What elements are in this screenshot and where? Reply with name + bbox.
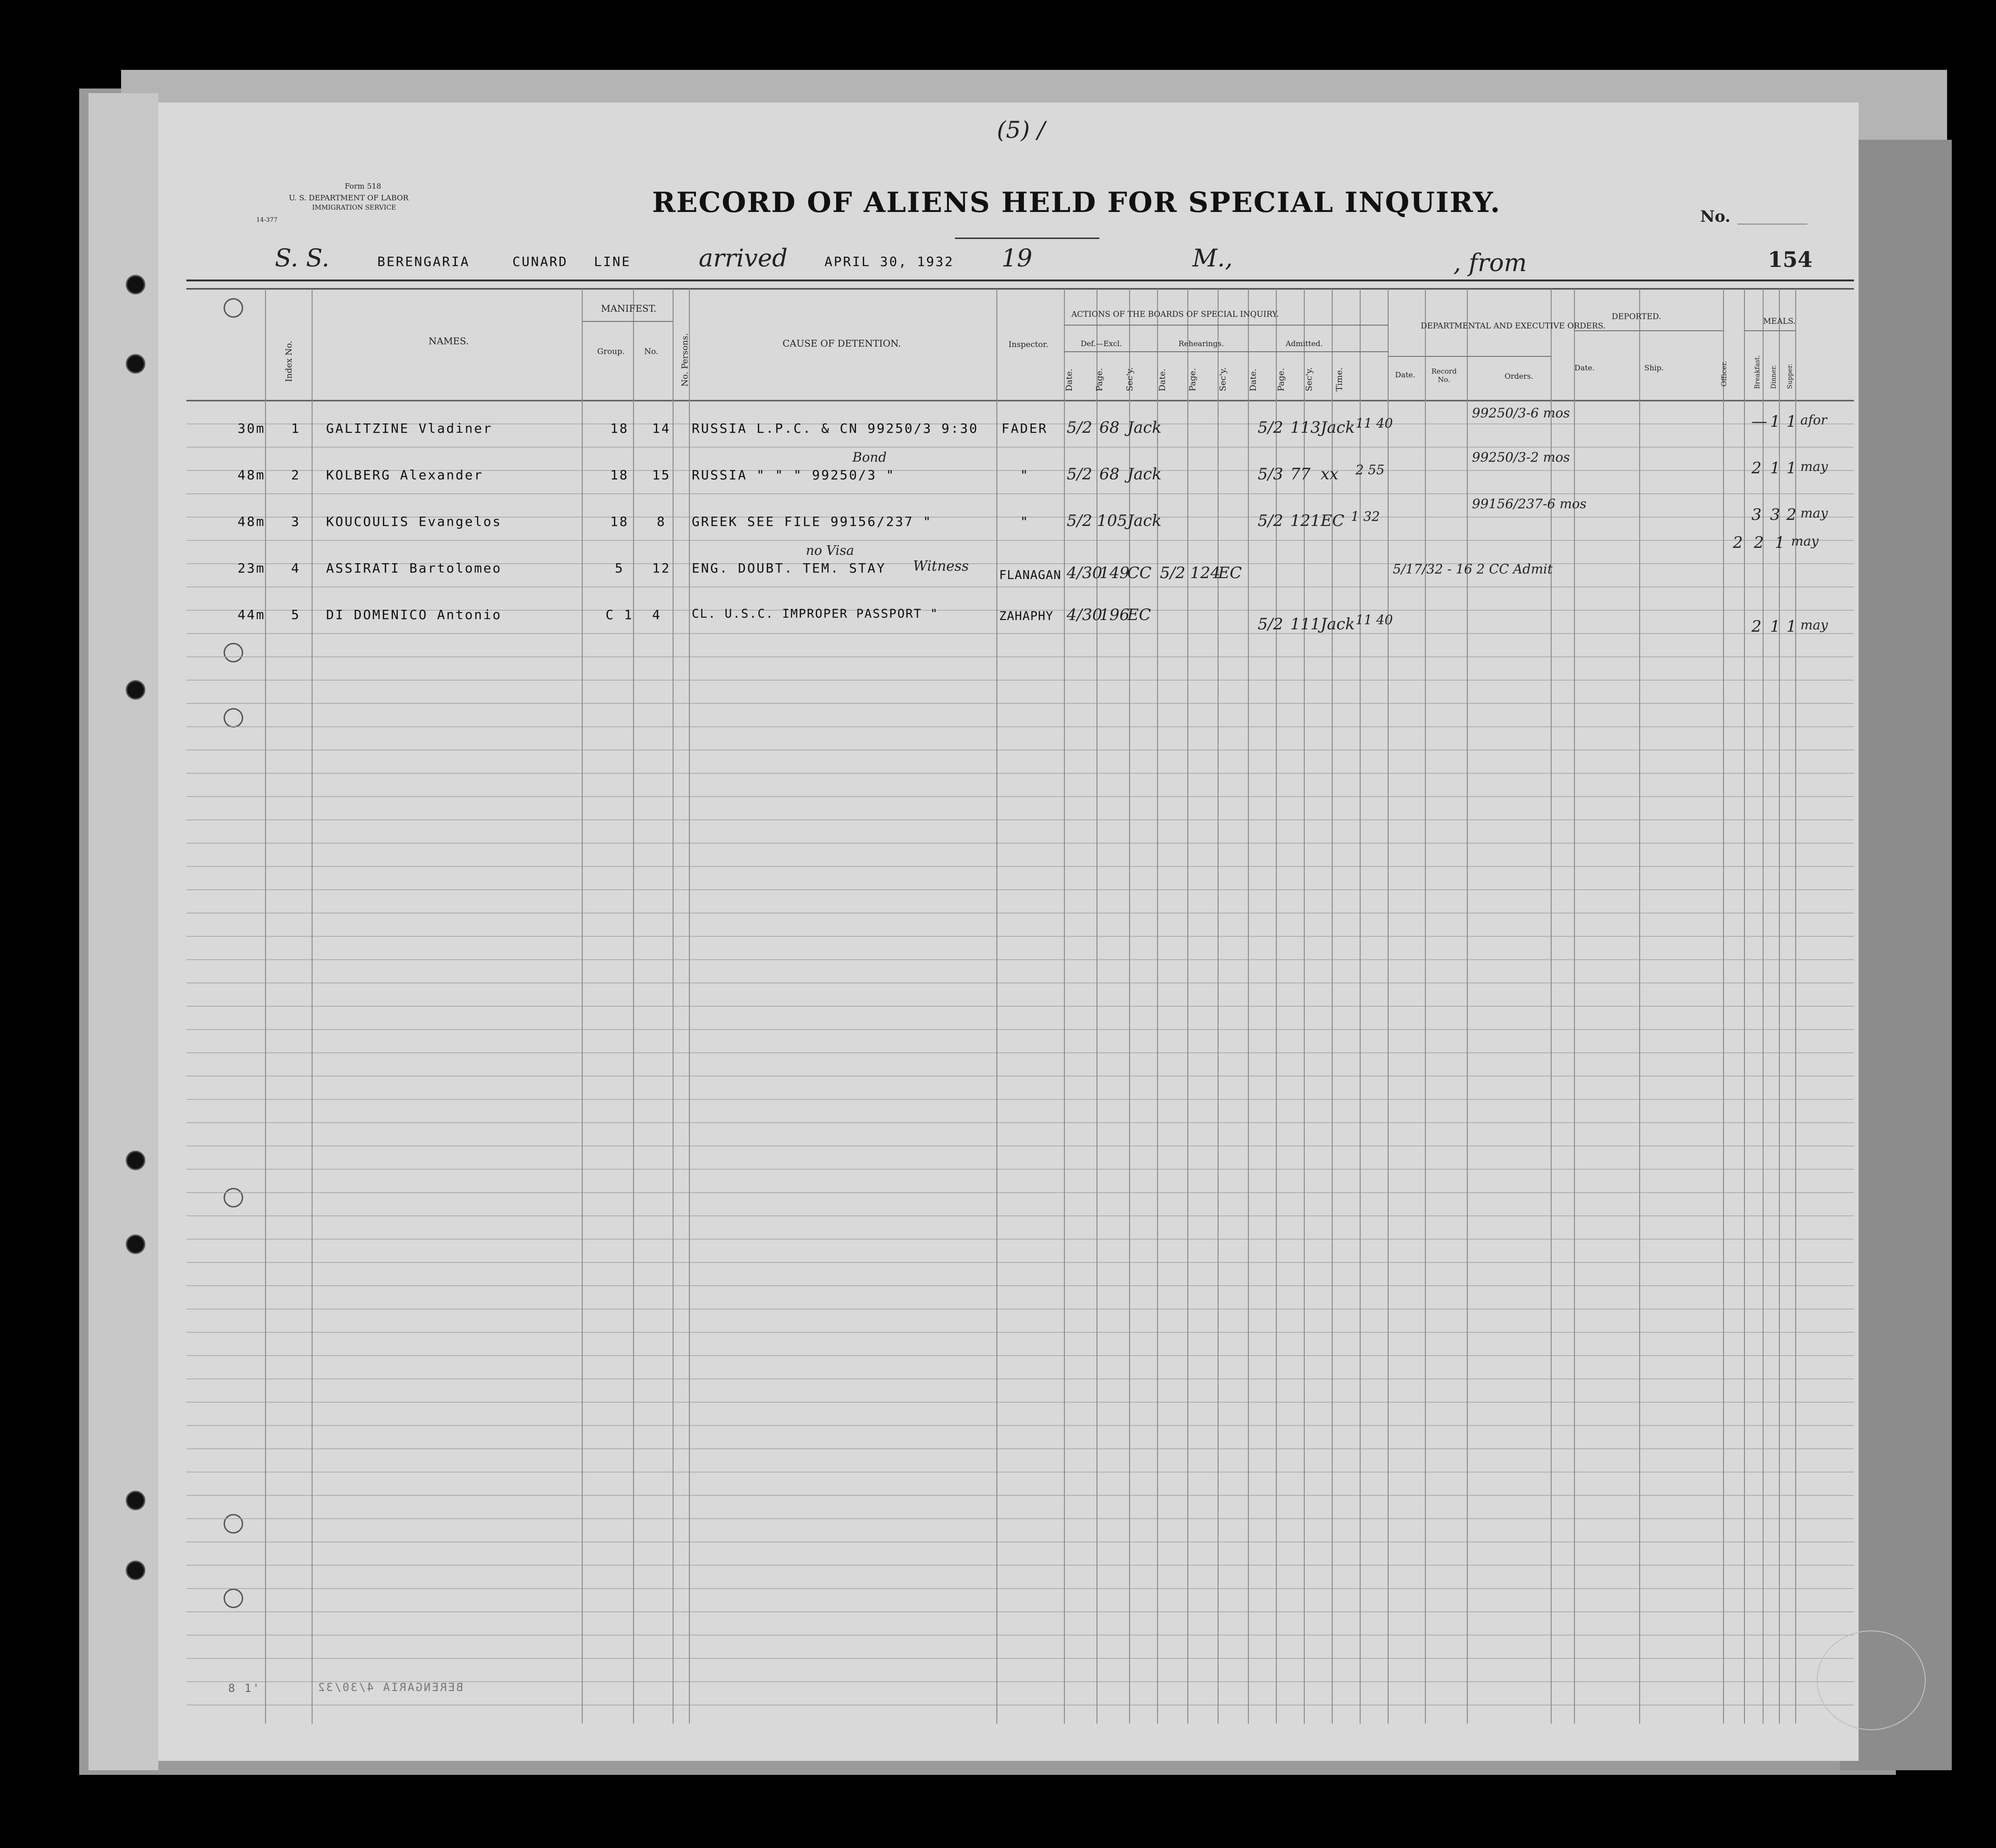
row-cause-hand: Witness — [913, 558, 969, 574]
row-manifest-no: 15 — [652, 467, 671, 483]
row-adm-page: 121 — [1290, 511, 1321, 530]
row-meal-s: 1 — [1786, 459, 1797, 477]
row-meal-note: may — [1800, 459, 1828, 474]
col-meals: MEALS. — [1763, 317, 1796, 326]
col-adm-page: Page. — [1276, 368, 1286, 391]
row-adm-date: 5/3 — [1258, 465, 1283, 484]
col-def-excl: Def.—Excl. — [1081, 339, 1122, 348]
row-adm-secy: EC — [1321, 511, 1344, 530]
row-cause-note: no Visa — [806, 543, 854, 558]
row-reh-secy: EC — [1218, 564, 1242, 582]
row-order: 99250/3-2 mos — [1472, 450, 1570, 465]
ship-name: BERENGARIA — [377, 254, 470, 269]
col-breakfast: Breakfast. — [1754, 355, 1761, 389]
row-def-secy: Jack — [1127, 465, 1162, 484]
col-inspector: Inspector. — [1008, 340, 1049, 349]
col-dept-orders: DEPARTMENTAL AND EXECUTIVE ORDERS. — [1421, 321, 1606, 331]
row-age: 44m — [238, 607, 266, 622]
row-order: 99156/237-6 mos — [1472, 496, 1587, 511]
row-name: KOLBERG Alexander — [326, 467, 484, 483]
col-def-page: Page. — [1095, 368, 1104, 391]
col-manifest: MANIFEST. — [601, 303, 657, 314]
binder-hole — [126, 275, 145, 294]
ss-label: S. S. — [275, 245, 330, 273]
row-age: 23m — [238, 560, 266, 576]
row-meal-b: 2 — [1751, 459, 1762, 477]
row-meal-note: may — [1791, 533, 1819, 549]
row-adm-secy: Jack — [1321, 418, 1355, 437]
footer-page-code: 8 1' — [228, 1682, 261, 1695]
row-group: 18 — [610, 421, 629, 436]
row-meal-d: 1 — [1770, 459, 1780, 477]
title-underline — [955, 238, 1099, 239]
col-orders: Orders. — [1505, 372, 1533, 381]
col-rehearings: Rehearings. — [1179, 339, 1224, 348]
row-inspector: FADER — [1001, 421, 1048, 436]
col-supper: Supper. — [1786, 363, 1794, 389]
year-label: 19 — [1001, 245, 1033, 273]
row-name: GALITZINE Vladiner — [326, 421, 493, 436]
row-adm-secy: xx — [1321, 465, 1339, 484]
row-cause: GREEK SEE FILE 99156/237 " — [692, 514, 933, 529]
row-cause: ENG. DOUBT. TEM. STAY — [692, 560, 886, 576]
row-adm-secy: Jack — [1321, 615, 1355, 634]
col-def-secy: Sec'y. — [1125, 367, 1135, 391]
row-index: 2 — [291, 467, 300, 483]
number-label: No. — [1700, 207, 1730, 226]
binder-hole — [126, 1151, 145, 1170]
col-reh-page: Page. — [1188, 368, 1198, 391]
col-no-persons: No. Persons. — [680, 333, 690, 387]
binder-hole — [126, 680, 145, 700]
row-def-date: 5/2 — [1067, 418, 1092, 437]
col-reh-date: Date. — [1158, 368, 1167, 391]
row-manifest-no: 8 — [657, 514, 666, 529]
row-group: 5 — [615, 560, 624, 576]
ledger-grid — [158, 102, 1859, 1761]
row-adm-page: 113 — [1290, 418, 1321, 437]
row-def-date: 5/2 — [1067, 511, 1092, 530]
row-def-date: 4/30 — [1067, 606, 1103, 624]
col-dept-date: Date. — [1395, 370, 1416, 379]
col-dinner: Dinner. — [1770, 365, 1778, 389]
row-meal-d: 2 — [1754, 533, 1764, 552]
header-rule — [186, 280, 1854, 281]
row-age: 48m — [238, 514, 266, 529]
row-meal-s: 1 — [1786, 617, 1797, 636]
row-dept-note: 5/17/32 - 16 2 CC Admit — [1393, 561, 1553, 577]
row-cause: RUSSIA " " " 99250/3 " — [692, 467, 895, 483]
row-manifest-no: 14 — [652, 421, 671, 436]
form-code: 14-377 — [256, 217, 278, 224]
row-meal-note: afor — [1800, 412, 1827, 428]
row-adm-time: 2 55 — [1356, 462, 1385, 477]
row-adm-date: 5/2 — [1258, 418, 1283, 437]
row-inspector: ZAHAPHY — [999, 609, 1054, 623]
arrival-date: APRIL 30, 1932 — [824, 254, 954, 269]
col-no: No. — [644, 347, 659, 356]
row-group: C 1 — [606, 607, 634, 622]
row-meal-d: 1 — [1770, 617, 1780, 636]
row-def-secy: Jack — [1127, 418, 1162, 437]
col-def-date: Date. — [1064, 368, 1074, 391]
row-cause-note: Bond — [852, 450, 887, 465]
binding-strip — [89, 93, 158, 1770]
col-cause: CAUSE OF DETENTION. — [783, 338, 901, 349]
row-def-secy: Jack — [1127, 511, 1162, 530]
row-inspector: " — [1020, 467, 1029, 483]
col-record-no: Record No. — [1431, 367, 1457, 384]
row-manifest-no: 12 — [652, 560, 671, 576]
col-officer: Officer. — [1720, 361, 1728, 387]
row-adm-time: 11 40 — [1356, 416, 1393, 431]
col-adm-secy: Sec'y. — [1304, 367, 1314, 391]
col-index-no: Index No. — [284, 341, 294, 382]
row-index: 1 — [291, 421, 300, 436]
footer-stamp-text: BERENGARIA 4/30/32 — [317, 1681, 463, 1694]
row-meal-s: 2 — [1786, 505, 1797, 524]
row-order: 99250/3-6 mos — [1472, 405, 1570, 421]
row-reh-date: 5/2 — [1160, 564, 1185, 582]
record-page — [158, 102, 1859, 1761]
row-index: 5 — [291, 607, 300, 622]
col-names: NAMES. — [429, 335, 469, 347]
col-deported-date: Date. — [1574, 363, 1595, 372]
row-meal-note: may — [1800, 617, 1828, 633]
row-manifest-no: 4 — [652, 607, 661, 622]
line-label: LINE — [594, 254, 631, 269]
faint-stamp — [1817, 1630, 1926, 1730]
row-age: 30m — [238, 421, 266, 436]
row-def-date: 5/2 — [1067, 465, 1092, 484]
department: U. S. DEPARTMENT OF LABOR — [289, 193, 409, 202]
row-name: ASSIRATI Bartolomeo — [326, 560, 502, 576]
row-adm-time: 1 32 — [1351, 509, 1380, 524]
col-group: Group. — [597, 347, 625, 356]
row-meal-s: 1 — [1786, 412, 1797, 431]
row-def-date: 4/30 — [1067, 564, 1103, 582]
row-adm-date: 5/2 — [1258, 511, 1283, 530]
row-cause: CL. U.S.C. IMPROPER PASSPORT " — [692, 607, 939, 621]
binder-hole — [126, 1234, 145, 1254]
binder-hole — [126, 1561, 145, 1580]
col-deported: DEPORTED. — [1612, 312, 1662, 321]
col-admitted: Admitted. — [1286, 339, 1323, 348]
row-def-page: 68 — [1099, 465, 1120, 484]
row-index: 3 — [291, 514, 300, 529]
row-def-page: 68 — [1099, 418, 1120, 437]
row-def-page: 196 — [1099, 606, 1130, 624]
binder-hole — [126, 1491, 145, 1510]
arrived-label: arrived — [699, 245, 788, 273]
row-meal-b: 2 — [1733, 533, 1743, 552]
row-adm-date: 5/2 — [1258, 615, 1283, 634]
service: IMMIGRATION SERVICE — [312, 204, 396, 211]
col-actions: ACTIONS OF THE BOARDS OF SPECIAL INQUIRY. — [1071, 310, 1279, 319]
row-inspector: " — [1020, 514, 1029, 529]
m-label: M., — [1192, 245, 1233, 273]
row-def-secy: CC — [1127, 564, 1152, 582]
row-group: 18 — [610, 467, 629, 483]
row-adm-page: 77 — [1290, 465, 1311, 484]
row-def-secy: EC — [1127, 606, 1151, 624]
row-reh-page: 124 — [1190, 564, 1220, 582]
row-meal-note: may — [1800, 505, 1828, 521]
col-adm-date: Date. — [1248, 368, 1258, 391]
row-inspector: FLANAGAN — [999, 568, 1062, 582]
row-def-page: 149 — [1099, 564, 1130, 582]
row-group: 18 — [610, 514, 629, 529]
row-meal-d: 3 — [1770, 505, 1780, 524]
row-meal-b: — — [1751, 412, 1767, 431]
page-title: RECORD OF ALIENS HELD FOR SPECIAL INQUIRY. — [652, 186, 1501, 219]
form-number: Form 518 — [345, 182, 381, 191]
from-label: , from — [1453, 249, 1527, 277]
row-index: 4 — [291, 560, 300, 576]
col-reh-secy: Sec'y. — [1218, 367, 1228, 391]
row-adm-page: 111 — [1290, 615, 1321, 634]
page-number: 154 — [1768, 247, 1813, 272]
row-meal-b: 2 — [1751, 617, 1762, 636]
row-name: KOUCOULIS Evangelos — [326, 514, 502, 529]
binder-hole — [126, 354, 145, 374]
line-name: CUNARD — [512, 254, 568, 269]
row-def-page: 105 — [1097, 511, 1127, 530]
col-adm-time: Time. — [1335, 367, 1344, 391]
row-meal-d: 1 — [1770, 412, 1780, 431]
col-deported-ship: Ship. — [1644, 363, 1664, 372]
row-age: 48m — [238, 467, 266, 483]
row-cause: RUSSIA L.P.C. & CN 99250/3 9:30 — [692, 421, 979, 436]
row-adm-time: 11 40 — [1356, 612, 1393, 627]
number-line — [1737, 224, 1807, 225]
top-scribble: (5) / — [997, 116, 1045, 143]
row-name: DI DOMENICO Antonio — [326, 607, 502, 622]
row-meal-s: 1 — [1775, 533, 1785, 552]
row-meal-b: 3 — [1751, 505, 1762, 524]
